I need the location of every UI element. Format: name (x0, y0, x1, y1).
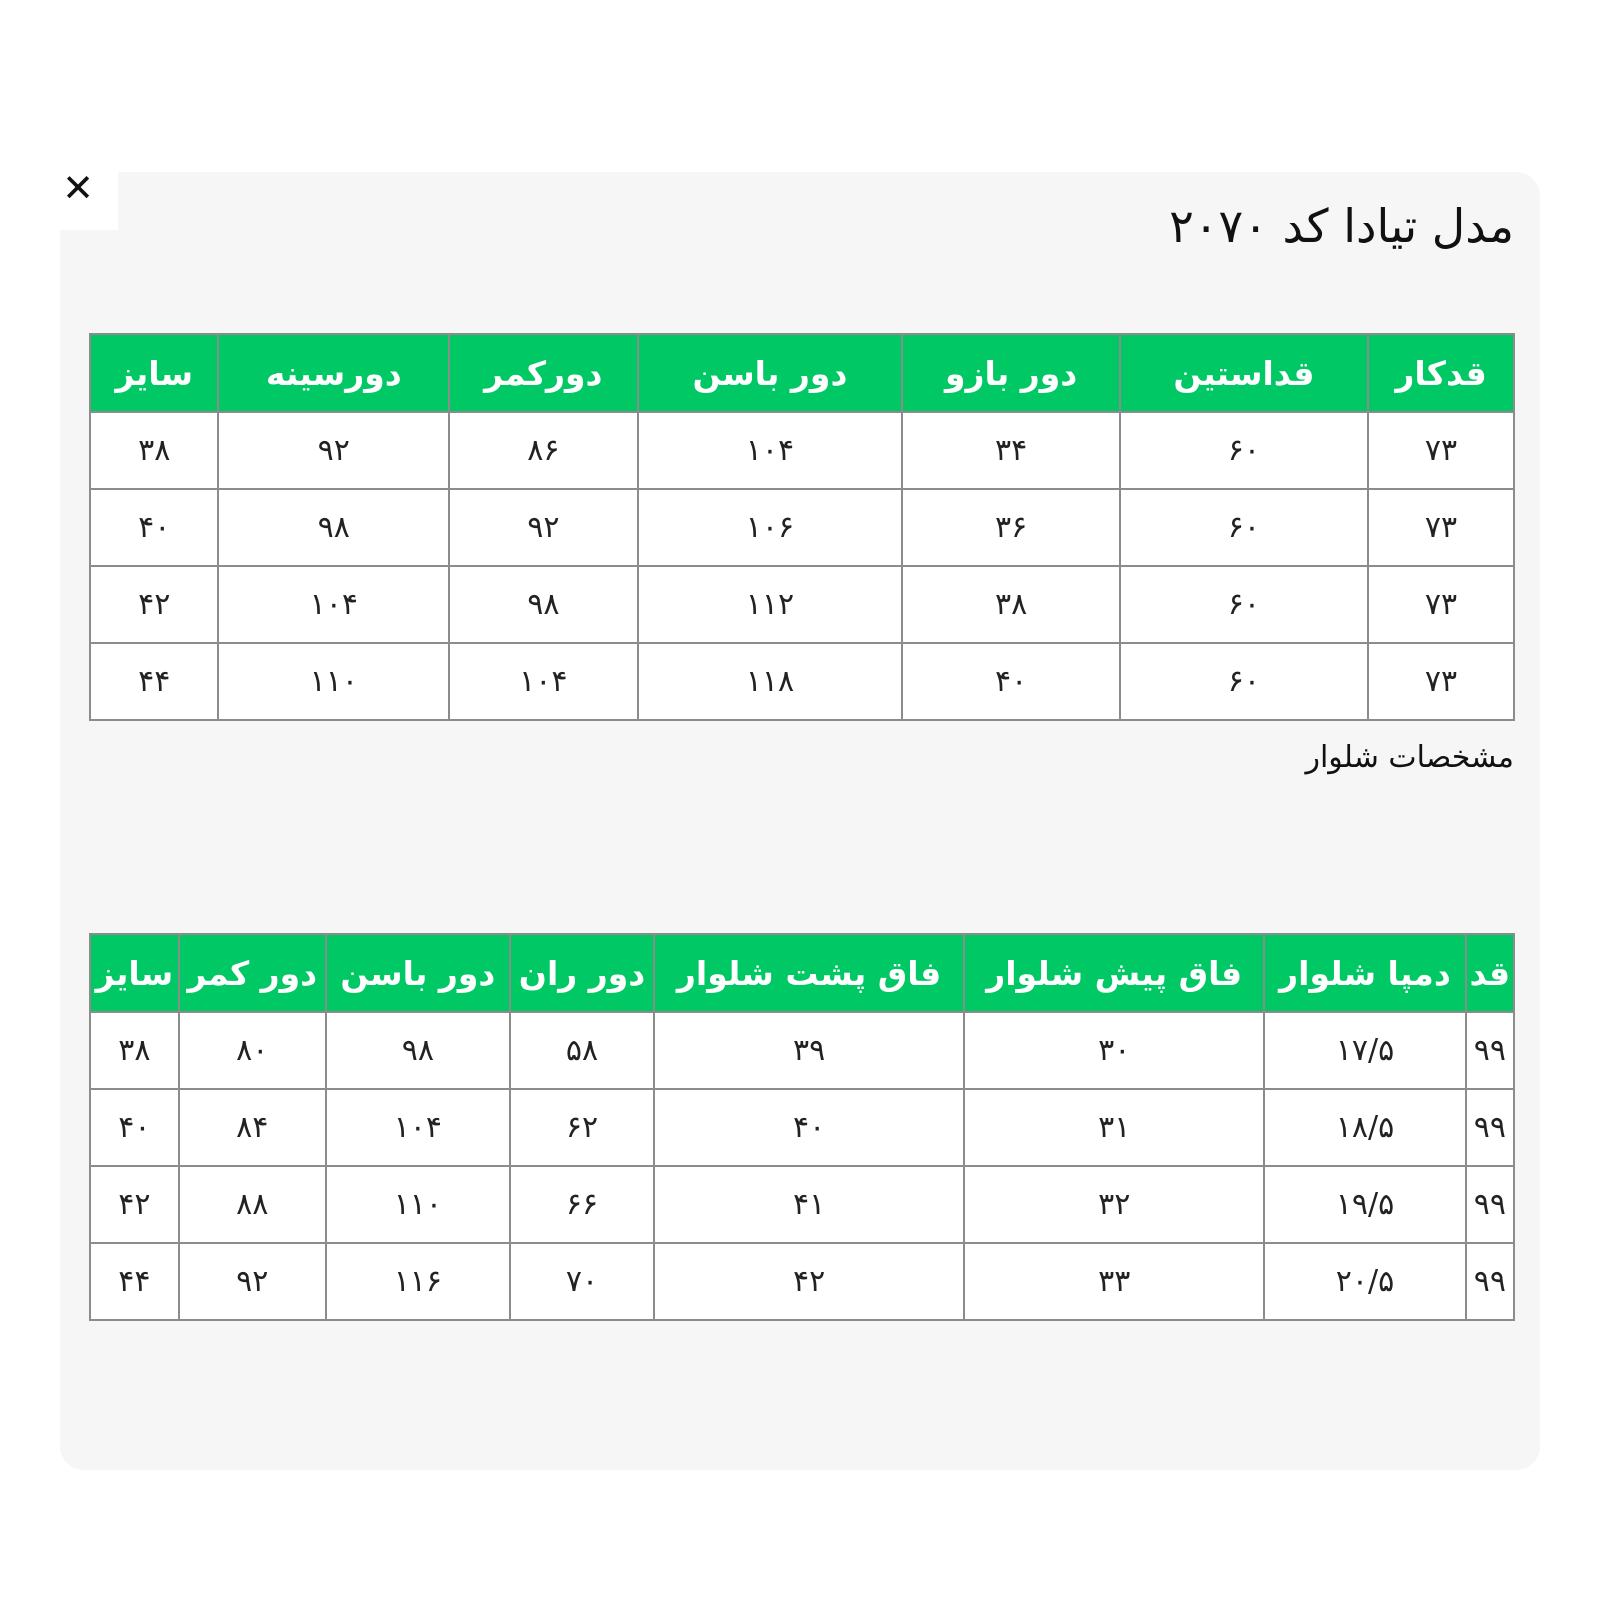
pants-specs-label: مشخصات شلوار (1305, 740, 1514, 775)
table-cell: ۵۸ (510, 1012, 654, 1089)
table-row (90, 1166, 1514, 1243)
table-cell: ۲۰/۵ (1264, 1243, 1465, 1320)
column-header: دورسینه (218, 334, 449, 412)
table-cell: ۹۹ (1466, 1243, 1514, 1320)
table-cell: ۱۰۴ (638, 412, 903, 489)
table-cell: ۳۸ (902, 566, 1119, 643)
table-cell: ۹۸ (326, 1012, 510, 1089)
table-cell: ۷۰ (510, 1243, 654, 1320)
table-cell: ۱۹/۵ (1264, 1166, 1465, 1243)
column-header: دور بازو (902, 334, 1119, 412)
table-cell: ۴۰ (90, 489, 218, 566)
table-cell: ۴۲ (90, 1166, 179, 1243)
table-cell: ۳۸ (90, 412, 218, 489)
table-cell: ۸۰ (179, 1012, 326, 1089)
table-cell: ۱۱۸ (638, 643, 903, 720)
table-cell: ۸۴ (179, 1089, 326, 1166)
table-cell: ۹۸ (218, 489, 449, 566)
column-header: دورکمر (449, 334, 637, 412)
table-cell: ۱۱۶ (326, 1243, 510, 1320)
column-header: دور ران (510, 934, 654, 1012)
table-row (90, 1089, 1514, 1166)
table-cell: ۴۴ (90, 643, 218, 720)
table-cell: ۶۲ (510, 1089, 654, 1166)
table-header-row (90, 334, 1514, 412)
table-cell: ۱۰۶ (638, 489, 903, 566)
table-row (90, 412, 1514, 489)
column-header: دور باسن (638, 334, 903, 412)
table-cell: ۴۰ (90, 1089, 179, 1166)
table-cell: ۷۳ (1368, 489, 1514, 566)
table-cell: ۹۲ (218, 412, 449, 489)
table-cell: ۴۲ (654, 1243, 964, 1320)
table-cell: ۴۲ (90, 566, 218, 643)
column-header: دور باسن (326, 934, 510, 1012)
table-cell: ۱۷/۵ (1264, 1012, 1465, 1089)
column-header: سایز (90, 334, 218, 412)
table-cell: ۳۹ (654, 1012, 964, 1089)
table-cell: ۶۰ (1120, 643, 1368, 720)
table-cell: ۴۰ (654, 1089, 964, 1166)
table-cell: ۳۰ (964, 1012, 1264, 1089)
table-cell: ۸۸ (179, 1166, 326, 1243)
table-header-row (90, 934, 1514, 1012)
table-cell: ۷۳ (1368, 412, 1514, 489)
table-row (90, 1243, 1514, 1320)
table-row (90, 489, 1514, 566)
table-cell: ۶۰ (1120, 412, 1368, 489)
table-cell: ۶۰ (1120, 489, 1368, 566)
table-row (90, 643, 1514, 720)
table-cell: ۶۶ (510, 1166, 654, 1243)
pants-size-table (89, 933, 1515, 1321)
table-cell: ۳۶ (902, 489, 1119, 566)
table-cell: ۹۹ (1466, 1089, 1514, 1166)
table-cell: ۹۹ (1466, 1012, 1514, 1089)
table-cell: ۱۱۰ (326, 1166, 510, 1243)
table-cell: ۳۲ (964, 1166, 1264, 1243)
table-row (90, 566, 1514, 643)
column-header: قد (1466, 934, 1514, 1012)
table-cell: ۳۴ (902, 412, 1119, 489)
table-cell: ۹۸ (449, 566, 637, 643)
table-cell: ۴۴ (90, 1243, 179, 1320)
table-cell: ۹۲ (449, 489, 637, 566)
column-header: فاق پیش شلوار (964, 934, 1264, 1012)
table-cell: ۱۸/۵ (1264, 1089, 1465, 1166)
table-cell: ۷۳ (1368, 643, 1514, 720)
column-header: سایز (90, 934, 179, 1012)
modal-title: مدل تیادا کد ۲۰۷۰ (1169, 199, 1514, 253)
column-header: دمپا شلوار (1264, 934, 1465, 1012)
table-cell: ۳۱ (964, 1089, 1264, 1166)
table-cell: ۱۰۴ (218, 566, 449, 643)
table-cell: ۸۶ (449, 412, 637, 489)
table-cell: ۱۱۲ (638, 566, 903, 643)
table-cell: ۷۳ (1368, 566, 1514, 643)
table-cell: ۱۰۴ (449, 643, 637, 720)
table-cell: ۱۰۴ (326, 1089, 510, 1166)
table-row (90, 1012, 1514, 1089)
column-header: دور کمر (179, 934, 326, 1012)
close-icon[interactable]: ✕ (62, 166, 94, 210)
table-cell: ۶۰ (1120, 566, 1368, 643)
table-cell: ۴۰ (902, 643, 1119, 720)
table-cell: ۹۹ (1466, 1166, 1514, 1243)
table-cell: ۱۱۰ (218, 643, 449, 720)
table-cell: ۹۲ (179, 1243, 326, 1320)
column-header: فاق پشت شلوار (654, 934, 964, 1012)
column-header: قدکار (1368, 334, 1514, 412)
table-cell: ۳۸ (90, 1012, 179, 1089)
column-header: قداستین (1120, 334, 1368, 412)
table-cell: ۴۱ (654, 1166, 964, 1243)
top-size-table (89, 333, 1515, 721)
table-cell: ۳۳ (964, 1243, 1264, 1320)
